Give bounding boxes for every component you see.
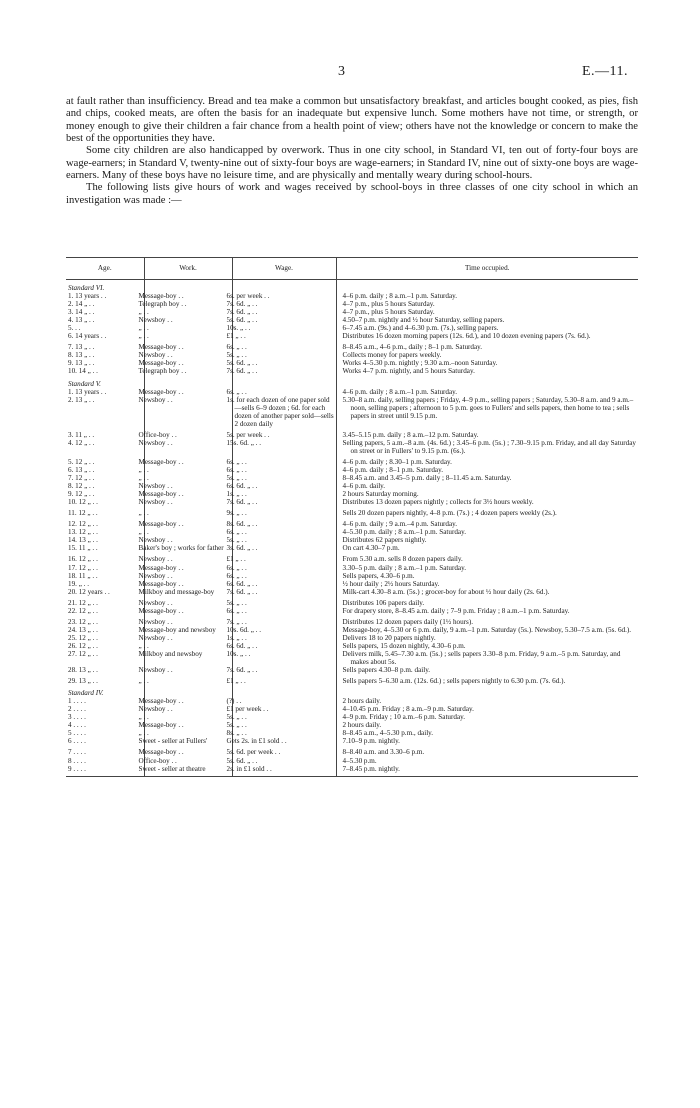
- time-cell: Works 4–7 p.m. nightly, and 5 hours Saturday.: [342, 367, 475, 376]
- time-cell: 4.50–7 p.m. nightly and ½ hour Saturday, selling papers.: [342, 316, 505, 325]
- wage-cell: 6s. „ . .: [232, 455, 336, 466]
- age-cell: 22. 12 „ . .: [66, 607, 144, 615]
- time-cell: 3.45–5.15 p.m. daily ; 8 a.m.–12 p.m. Saturday.: [342, 430, 479, 439]
- table-row: [66, 490, 638, 498]
- wages-table: [66, 257, 638, 777]
- table-row: [66, 580, 638, 588]
- age-cell: 25. 12 „ . .: [66, 634, 144, 642]
- work-cell: Baker's boy ; works for father: [144, 544, 232, 552]
- empty-cell: [336, 280, 638, 293]
- time-cell: 8–8.40 a.m. and 3.30–6 p.m.: [342, 748, 425, 757]
- wage-cell: 5s. 6d. „ . .: [232, 316, 336, 324]
- wage-cell: 10s. 6d. „ . .: [232, 626, 336, 634]
- work-cell: Sweet - seller at Fullers': [144, 737, 232, 745]
- table-row: [66, 666, 638, 674]
- table-row: [66, 607, 638, 615]
- age-cell: 6. 14 years . .: [66, 332, 144, 340]
- table-row: [66, 498, 638, 506]
- table-row: [66, 428, 638, 439]
- wage-cell: 7s. 6d. „ . .: [232, 498, 336, 506]
- age-cell: 5. . .: [66, 324, 144, 332]
- age-cell: 24. 13 „ . .: [66, 626, 144, 634]
- paragraph-lists-intro: The following lists give hours of work and wages received by school-boys in three classes of one city school in which an investigation was made :—: [66, 182, 638, 206]
- work-cell: Telegraph boy . .: [144, 300, 232, 308]
- wage-cell: 7s. 6d. „ . .: [232, 588, 336, 596]
- age-cell: 4. 13 „ . .: [66, 316, 144, 324]
- time-cell: 4–5.30 p.m. daily ; 8 a.m.–1 p.m. Saturday.: [342, 528, 466, 537]
- age-cell: 27. 12 „ . .: [66, 650, 144, 666]
- work-cell: Message-boy . .: [144, 388, 232, 396]
- col-header-time: Time occupied.: [336, 258, 638, 280]
- work-cell: Message-boy and newsboy: [144, 626, 232, 634]
- age-cell: 9. 12 „ . .: [66, 490, 144, 498]
- wage-cell: 1s. „ . .: [232, 634, 336, 642]
- time-cell: Distributes 106 papers daily.: [342, 598, 425, 607]
- age-cell: 12. 12 „ . .: [66, 517, 144, 528]
- work-cell: Office-boy . .: [144, 757, 232, 765]
- empty-cell: [336, 685, 638, 697]
- wage-cell: 10s. „ . .: [232, 324, 336, 332]
- work-cell: Sweet - seller at theatre: [144, 765, 232, 777]
- age-cell: 6. 13 „ . .: [66, 466, 144, 474]
- age-cell: 6 . . . .: [66, 737, 144, 745]
- age-cell: 1 . . . .: [66, 697, 144, 705]
- empty-cell: [336, 376, 638, 388]
- wage-cell: 1s. for each dozen of one paper sold—sells 6–9 dozen ; 6d. for each dozen of another paper sold—sells 2 dozen daily: [232, 396, 336, 428]
- table-row: [66, 572, 638, 580]
- wage-cell: 7s. „ . .: [232, 615, 336, 626]
- wage-cell: 6s. 6d. „ . .: [232, 580, 336, 588]
- age-cell: 11. 12 „ . .: [66, 506, 144, 517]
- age-cell: 13. 12 „ . .: [66, 528, 144, 536]
- time-cell: Delivers 18 to 20 papers nightly.: [342, 633, 436, 642]
- work-cell: Message-boy . .: [144, 607, 232, 615]
- table-row: [66, 765, 638, 777]
- wage-cell: 3s. 6d. „ . .: [232, 544, 336, 552]
- work-cell: Message-boy . .: [144, 564, 232, 572]
- wage-cell: 6s. per week . .: [232, 292, 336, 300]
- age-cell: 2 . . . .: [66, 705, 144, 713]
- time-cell: 8–8.45 a.m., 4–5.30 p.m., daily.: [342, 729, 434, 738]
- wage-cell: 15s. 6d. „ . .: [232, 439, 336, 455]
- table-row: [66, 367, 638, 375]
- work-cell: Newsboy . .: [144, 498, 232, 506]
- age-cell: 8 . . . .: [66, 757, 144, 765]
- time-cell: On cart 4.30–7 p.m.: [342, 544, 400, 553]
- table-row: [66, 737, 638, 745]
- wage-cell: 8s. „ . .: [232, 729, 336, 737]
- wage-cell: 7s. 6d. „ . .: [232, 666, 336, 674]
- time-cell: Distributes 16 dozen morning papers (12s. 6d.), and 10 dozen evening papers (7s. 6d.).: [342, 332, 591, 341]
- wage-cell: 7s. 6d. „ . .: [232, 308, 336, 316]
- work-cell: Message-boy . .: [144, 745, 232, 756]
- work-cell: Newsboy . .: [144, 572, 232, 580]
- time-cell: Sells papers 5–6.30 a.m. (12s. 6d.) ; sells papers nightly to 6.30 p.m. (7s. 6d.).: [342, 677, 566, 686]
- wage-cell: 5s. 6d. „ . .: [232, 757, 336, 765]
- age-cell: 19. „ . .: [66, 580, 144, 588]
- wage-cell: 5s. „ . .: [232, 536, 336, 544]
- age-cell: 1. 13 years . .: [66, 388, 144, 396]
- wage-cell: 6s. „ . .: [232, 388, 336, 396]
- time-cell: 4–10.45 p.m. Friday ; 8 a.m.–9 p.m. Saturday.: [342, 705, 474, 714]
- section-heading-row: [66, 280, 638, 293]
- table-row: [66, 332, 638, 340]
- wage-cell: 6s. 6d. „ . .: [232, 642, 336, 650]
- age-cell: 4. 12 „ . .: [66, 439, 144, 455]
- time-cell: Sells 20 dozen papers nightly, 4–8 p.m. (7s.) ; 4 dozen papers weekly (2s.).: [342, 509, 557, 518]
- work-cell: „ . .: [144, 474, 232, 482]
- table-row: [66, 316, 638, 324]
- age-cell: 3 . . . .: [66, 713, 144, 721]
- empty-cell: [144, 376, 232, 388]
- table-row: [66, 474, 638, 482]
- work-cell: Newsboy . .: [144, 351, 232, 359]
- section-label: Standard IV.: [66, 685, 144, 697]
- table-row: [66, 388, 638, 396]
- work-cell: Newsboy . .: [144, 316, 232, 324]
- table-row: [66, 615, 638, 626]
- work-cell: Message-boy . .: [144, 490, 232, 498]
- age-cell: 8. 12 „ . .: [66, 482, 144, 490]
- table-body: [66, 280, 638, 777]
- table-row: [66, 729, 638, 737]
- time-cell: 2 hours Saturday morning.: [342, 490, 419, 499]
- work-cell: Message-boy . .: [144, 697, 232, 705]
- time-cell: Distributes 62 papers nightly.: [342, 536, 427, 545]
- table-row: [66, 588, 638, 596]
- age-cell: 14. 13 „ . .: [66, 536, 144, 544]
- wage-cell: 6s. „ . .: [232, 340, 336, 351]
- table-row: [66, 308, 638, 316]
- age-cell: 2. 13 „ . .: [66, 396, 144, 428]
- work-cell: Telegraph boy . .: [144, 367, 232, 375]
- time-cell: 4–6 p.m. daily ; 8 a.m.–1 p.m. Saturday.: [342, 292, 458, 301]
- paragraph-overwork: Some city children are also handicapped by overwork. Thus in one city school, in Standard VI, ten out of forty-four boys are wage-earners; in Standard V, twenty-nine out of sixty-four boys are wage-earners; in Standard IV, nine out of sixty-one boys are wage-earners. Many of these boys have no leisure time, and are physically and mentally weary during school-hours.: [66, 145, 638, 182]
- time-cell: From 5.30 a.m. sells 8 dozen papers daily.: [342, 555, 463, 564]
- body-text: [66, 96, 638, 207]
- table-row: [66, 396, 638, 428]
- age-cell: 29. 13 „ . .: [66, 674, 144, 685]
- wage-cell: 5s. 6d. „ . .: [232, 359, 336, 367]
- work-cell: Office-boy . .: [144, 428, 232, 439]
- table-row: [66, 634, 638, 642]
- time-cell: 4–7 p.m., plus 5 hours Saturday.: [342, 308, 435, 317]
- age-cell: 9. 13 „ . .: [66, 359, 144, 367]
- time-cell: 4–6 p.m. daily ; 9 a.m.–4 p.m. Saturday.: [342, 520, 458, 529]
- table-row: [66, 292, 638, 300]
- table-row: [66, 340, 638, 351]
- time-cell: 8–8.45 a.m., 4–6 p.m., daily ; 8–1 p.m. Saturday.: [342, 343, 483, 352]
- work-cell: „ . .: [144, 729, 232, 737]
- work-cell: Message-boy . .: [144, 340, 232, 351]
- time-cell: 4–6 p.m. daily ; 8.30–1 p.m. Saturday.: [342, 457, 452, 466]
- work-cell: „ . .: [144, 506, 232, 517]
- table-row: [66, 324, 638, 332]
- table-row: [66, 506, 638, 517]
- table-row: [66, 674, 638, 685]
- table-row: [66, 466, 638, 474]
- work-cell: Milkboy and newsboy: [144, 650, 232, 666]
- work-cell: Newsboy . .: [144, 666, 232, 674]
- wage-cell: 6s. 6d. „ . .: [232, 482, 336, 490]
- section-label: Standard V.: [66, 376, 144, 388]
- age-cell: 1. 13 years . .: [66, 292, 144, 300]
- table-row: [66, 455, 638, 466]
- age-cell: 28. 13 „ . .: [66, 666, 144, 674]
- table-row: [66, 642, 638, 650]
- table-row: [66, 536, 638, 544]
- age-cell: 18. 11 „ . .: [66, 572, 144, 580]
- time-cell: 2 hours daily.: [342, 697, 382, 706]
- time-cell: 4–9 p.m. Friday ; 10 a.m.–6 p.m. Saturday.: [342, 713, 466, 722]
- empty-cell: [232, 280, 336, 293]
- work-cell: Newsboy . .: [144, 482, 232, 490]
- table-row: [66, 552, 638, 563]
- wage-cell: 5s. per week . .: [232, 428, 336, 439]
- time-cell: Sells papers, 15 dozen nightly, 4.30–6 p.m.: [342, 641, 466, 650]
- work-cell: Newsboy . .: [144, 615, 232, 626]
- work-cell: Newsboy . .: [144, 705, 232, 713]
- work-cell: „ . .: [144, 308, 232, 316]
- empty-cell: [144, 685, 232, 697]
- work-cell: Message-boy . .: [144, 455, 232, 466]
- table-row: [66, 528, 638, 536]
- time-cell: 8–8.45 a.m. and 3.45–5 p.m. daily ; 8–11.45 a.m. Saturday.: [342, 474, 512, 483]
- wage-cell: 6s. „ . .: [232, 572, 336, 580]
- time-cell: Works 4–5.30 p.m. nightly ; 9.30 a.m.–noon Saturday.: [342, 359, 498, 368]
- age-cell: 7. 13 „ . .: [66, 340, 144, 351]
- time-cell: 4–7 p.m., plus 5 hours Saturday.: [342, 300, 435, 309]
- age-cell: 5. 12 „ . .: [66, 455, 144, 466]
- wage-cell: 8s. 6d. „ . .: [232, 517, 336, 528]
- time-cell: Sells papers 4.30–8 p.m. daily.: [342, 666, 431, 675]
- wage-cell: 6s. „ . .: [232, 466, 336, 474]
- table-row: [66, 482, 638, 490]
- table-row: [66, 721, 638, 729]
- time-cell: 3.30–5 p.m. daily ; 8 a.m.–1 p.m. Saturday.: [342, 563, 466, 572]
- work-cell: „ . .: [144, 674, 232, 685]
- wage-cell: £1 „ . .: [232, 674, 336, 685]
- age-cell: 16. 12 „ . .: [66, 552, 144, 563]
- table-row: [66, 745, 638, 756]
- time-cell: 4–5.30 p.m.: [342, 756, 377, 765]
- time-cell: Delivers milk, 5.45–7.30 a.m. (5s.) ; sells papers 3.30–8 p.m. Friday, 9 a.m.–5 p.m. Saturday, and makes about 5s.: [342, 649, 621, 667]
- time-cell: 5.30–8 a.m. daily, selling papers ; Friday, 4–9 p.m., selling papers ; Saturday, 5.30–8 a.m. and 9 a.m.–noon, selling papers ; afternoon to 5 p.m. goes to Fullers' and sells papers, then home to tea ; sells papers in street until 9.15 p.m.: [342, 395, 634, 420]
- paragraph-diet: at fault rather than insufficiency. Bread and tea make a common but unsatisfactory breakfast, and articles bought cooked, as pies, fish and chips, cooked meats, are often the basis for an inadequate but expensive lunch. Some mothers have not time, or strength, or money enough to give their children a fair chance from a health point of view; others have not the knowledge or concern to make the best of the opportunities they have.: [66, 96, 638, 145]
- work-cell: Message-boy . .: [144, 517, 232, 528]
- work-cell: „ . .: [144, 528, 232, 536]
- age-cell: 7. 12 „ . .: [66, 474, 144, 482]
- table-row: [66, 564, 638, 572]
- time-cell: 7–8.45 p.m. nightly.: [336, 765, 638, 777]
- table-row: [66, 351, 638, 359]
- work-cell: „ . .: [144, 642, 232, 650]
- time-cell: 4–6 p.m. daily.: [342, 482, 386, 491]
- work-cell: Newsboy . .: [144, 396, 232, 428]
- work-cell: Message-boy . .: [144, 721, 232, 729]
- wage-cell: 5s. „ . .: [232, 351, 336, 359]
- time-cell: Milk-cart 4.30–8 a.m. (5s.) ; grocer-boy for about ½ hour daily (2s. 6d.).: [342, 587, 550, 596]
- time-cell: Collects money for papers weekly.: [342, 351, 442, 360]
- table-row: [66, 359, 638, 367]
- time-cell: Message-boy, 4–5.30 or 6 p.m. daily, 9 a.m.–1 p.m. Saturday (5s.). Newsboy, 5.30–7.5 a.m. (5s. 6d.).: [342, 625, 632, 634]
- age-cell: 26. 12 „ . .: [66, 642, 144, 650]
- wage-cell: 6s. „ . .: [232, 564, 336, 572]
- table-row: [66, 626, 638, 634]
- age-cell: 2. 14 „ . .: [66, 300, 144, 308]
- wage-cell: 7s. 6d. „ . .: [232, 300, 336, 308]
- age-cell: 17. 12 „ . .: [66, 564, 144, 572]
- time-cell: 2 hours daily.: [342, 721, 382, 730]
- age-cell: 3. 14 „ . .: [66, 308, 144, 316]
- work-cell: Newsboy . .: [144, 552, 232, 563]
- table-row: [66, 757, 638, 765]
- wage-cell: 5s. 6d. per week . .: [232, 745, 336, 756]
- age-cell: 4 . . . .: [66, 721, 144, 729]
- table-row: [66, 544, 638, 552]
- work-cell: Message-boy . .: [144, 580, 232, 588]
- table-row: [66, 697, 638, 705]
- wage-cell: 7s. 6d. „ . .: [232, 367, 336, 375]
- table-row: [66, 713, 638, 721]
- page-header: [0, 64, 700, 84]
- wage-cell: 9s. „ . .: [232, 506, 336, 517]
- page-number: 3: [338, 64, 345, 79]
- age-cell: 9 . . . .: [66, 765, 144, 777]
- section-heading-row: [66, 376, 638, 388]
- work-cell: Message-boy . .: [144, 292, 232, 300]
- time-cell: Distributes 12 dozen papers daily (1½ hours).: [342, 617, 473, 626]
- time-cell: 4–6 p.m. daily ; 8–1 p.m. Saturday.: [342, 465, 443, 474]
- table-header-row: [66, 258, 638, 280]
- time-cell: 7.10–9 p.m. nightly.: [342, 737, 400, 746]
- time-cell: 4–6 p.m. daily ; 8 a.m.–1 p.m. Saturday.: [342, 387, 458, 396]
- age-cell: 5 . . . .: [66, 729, 144, 737]
- age-cell: 8. 13 „ . .: [66, 351, 144, 359]
- time-cell: For drapery store, 8–8.45 a.m. daily ; 7–9 p.m. Friday ; 8 a.m.–1 p.m. Saturday.: [342, 606, 570, 615]
- wage-cell: £1 „ . .: [232, 552, 336, 563]
- work-cell: „ . .: [144, 466, 232, 474]
- empty-cell: [232, 376, 336, 388]
- col-header-work: Work.: [144, 258, 232, 280]
- col-header-wage: Wage.: [232, 258, 336, 280]
- wage-cell: £1 „ . .: [232, 332, 336, 340]
- age-cell: 3. 11 „ . .: [66, 428, 144, 439]
- age-cell: 7 . . . .: [66, 745, 144, 756]
- work-cell: Milkboy and message-boy: [144, 588, 232, 596]
- wage-cell: 2s. in £1 sold . .: [232, 765, 336, 777]
- work-cell: „ . .: [144, 324, 232, 332]
- work-cell: Newsboy . .: [144, 634, 232, 642]
- work-cell: Newsboy . .: [144, 536, 232, 544]
- table-row: [66, 596, 638, 607]
- table-row: [66, 439, 638, 455]
- work-cell: Newsboy . .: [144, 596, 232, 607]
- table-row: [66, 650, 638, 666]
- wage-cell: 5s. „ . .: [232, 474, 336, 482]
- wage-cell: 5s. „ . .: [232, 596, 336, 607]
- age-cell: 23. 12 „ . .: [66, 615, 144, 626]
- empty-cell: [144, 280, 232, 293]
- wage-cell: (?) . .: [232, 697, 336, 705]
- wage-cell: 5s. „ . .: [232, 721, 336, 729]
- time-cell: ½ hour daily ; 2½ hours Saturday.: [342, 579, 440, 588]
- col-header-age: Age.: [66, 258, 144, 280]
- time-cell: 6–7.45 a.m. (9s.) and 4–6.30 p.m. (7s.), selling papers.: [342, 324, 499, 333]
- work-cell: „ . .: [144, 713, 232, 721]
- section-heading-row: [66, 685, 638, 697]
- age-cell: 21. 12 „ . .: [66, 596, 144, 607]
- table-row: [66, 705, 638, 713]
- section-label: Standard VI.: [66, 280, 144, 293]
- wage-cell: 10s. „ . .: [232, 650, 336, 666]
- wage-cell: 6s. „ . .: [232, 607, 336, 615]
- wage-cell: £1 per week . .: [232, 705, 336, 713]
- age-cell: 20. 12 years . .: [66, 588, 144, 596]
- table-row: [66, 300, 638, 308]
- empty-cell: [232, 685, 336, 697]
- time-cell: Selling papers, 5 a.m.–8 a.m. (4s. 6d.) ; 3.45–6 p.m. (5s.) ; 7.30–9.15 p.m. Friday, and all day Saturday on street or in Fullers' to 9.15 p.m. (6s.).: [342, 438, 636, 455]
- document-code: E.—11.: [581, 64, 628, 79]
- wage-cell: Gets 2s. in £1 sold . .: [232, 737, 336, 745]
- wage-cell: 5s. „ . .: [232, 713, 336, 721]
- age-cell: 15. 11 „ . .: [66, 544, 144, 552]
- work-cell: Message-boy . .: [144, 359, 232, 367]
- wage-cell: 6s. „ . .: [232, 528, 336, 536]
- age-cell: 10. 12 „ . .: [66, 498, 144, 506]
- age-cell: 10. 14 „ . .: [66, 367, 144, 375]
- table-row: [66, 517, 638, 528]
- time-cell: Sells papers, 4.30–6 p.m.: [342, 571, 415, 580]
- time-cell: Distributes 13 dozen papers nightly ; collects for 3½ hours weekly.: [342, 498, 534, 507]
- wage-cell: 1s. „ . .: [232, 490, 336, 498]
- work-cell: Newsboy . .: [144, 439, 232, 455]
- work-cell: „ . .: [144, 332, 232, 340]
